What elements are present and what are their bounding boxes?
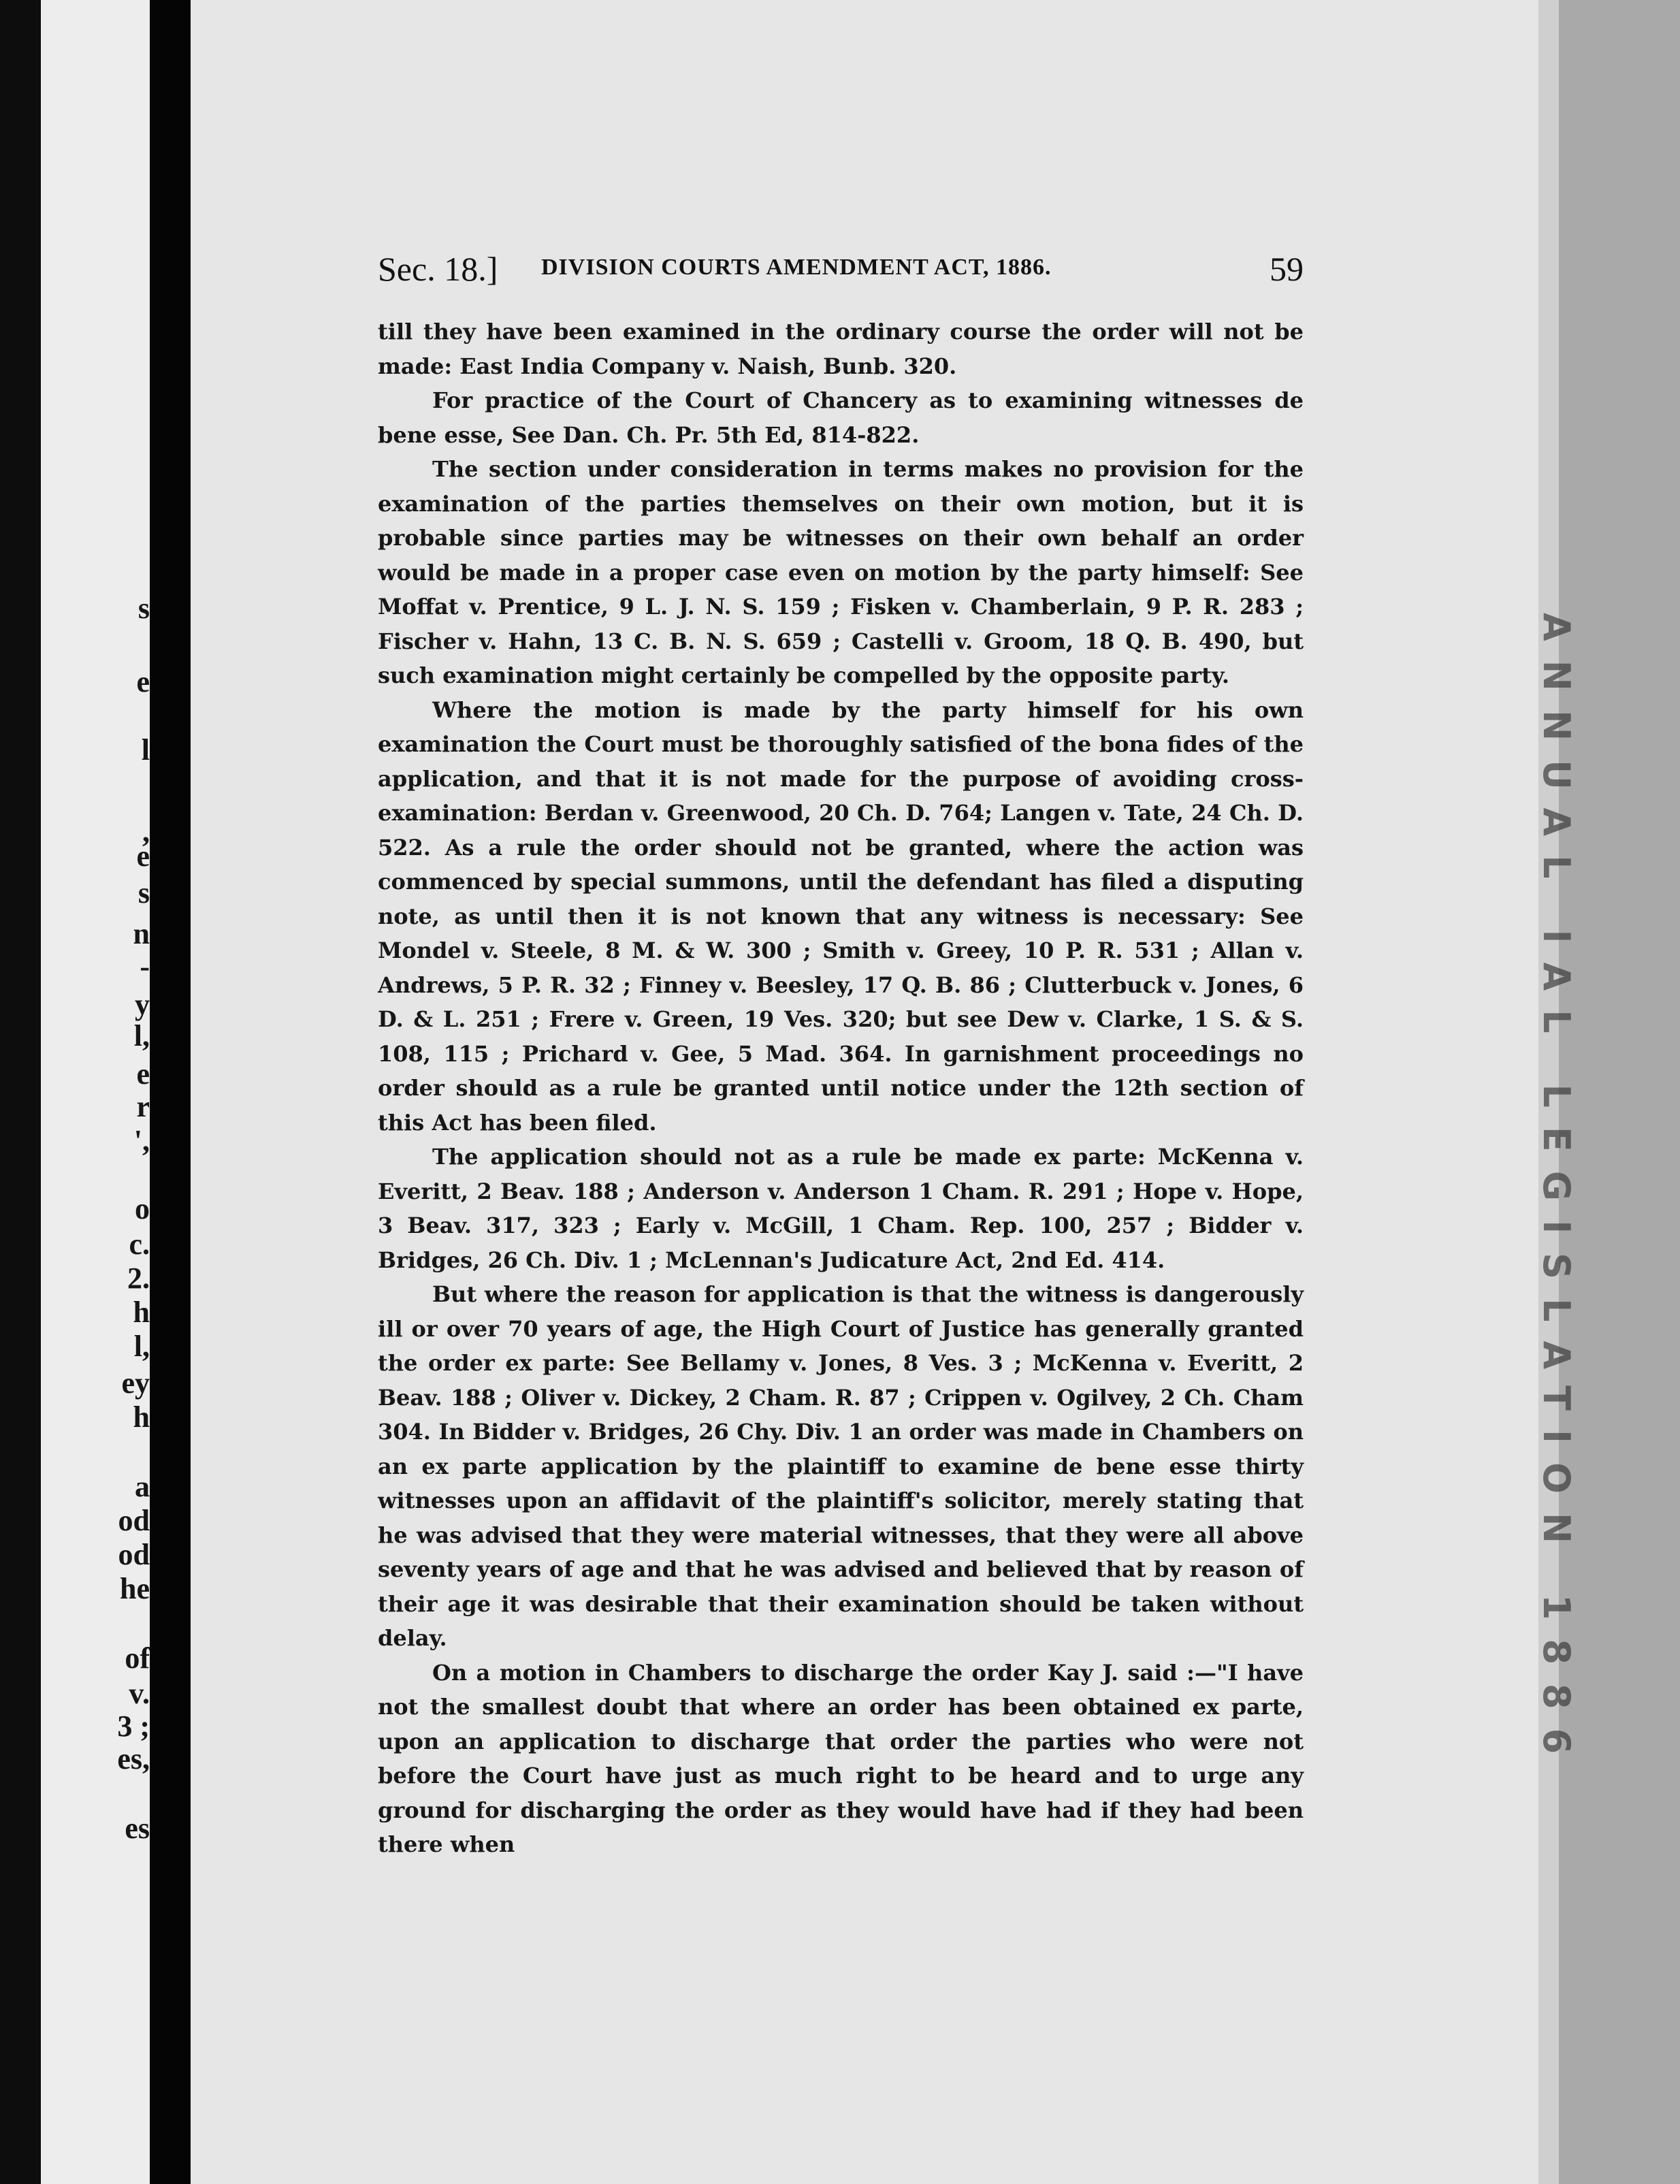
facing-fragment: s: [138, 876, 150, 910]
facing-fragment: l,: [133, 1019, 150, 1053]
facing-fragment: v.: [129, 1677, 150, 1710]
running-head: [378, 249, 1304, 297]
paragraph: till they have been examined in the ordinary course the order will not be made: East India Company v. Naish, Bunb. 320.: [378, 319, 1304, 379]
paragraph: The section under consideration in terms makes no provision for the examination of the parties themselves on their own motion, but it is probable since parties may be witnesses on their own behalf an order would be made in a proper case even on motion by the party himself: See Moffat v. Prentice, 9 L. J. N. S. 159 ; Fisken v. Chamberlain, 9 P. R. 283 ; Fischer v. Hahn, 13 C. B. N. S. 659 ; Castelli v. Groom, 18 Q. B. 490, but such examination might certainly be compelled by the opposite party.: [378, 456, 1304, 688]
paragraph: Where the motion is made by the party himself for his own examination the Court must be thoroughly satisfied of the bona fides of the application, and that it is not made for the purpose of avoiding cross-examination: Berdan v. Greenwood, 20 Ch. D. 764; Langen v. Tate, 24 Ch. D. 522. As a rule the order should not be granted, where the action was commenced by special summons, until the defendant has filed a disputing note, as until then it is not known that any witness is necessary: See Mondel v. Steele, 8 M. & W. 300 ; Smith v. Greey, 10 P. R. 531 ; Allan v. Andrews, 5 P. R. 32 ; Finney v. Beesley, 17 Q. B. 86 ; Clutterbuck v. Jones, 6 D. & L. 251 ; Frere v. Green, 19 Ves. 320; but see Dew v. Clarke, 1 S. & S. 108, 115 ; Prichard v. Gee, 5 Mad. 364. In garnishment proceedings no order should as a rule be granted until notice under the 12th section of this Act has been filed.: [378, 696, 1304, 1136]
facing-fragment: s: [138, 592, 150, 625]
facing-fragment: r: [136, 1090, 150, 1123]
facing-fragment: ey: [121, 1366, 150, 1400]
facing-fragment: 2.: [127, 1262, 150, 1295]
facing-fragment: of: [125, 1641, 150, 1675]
facing-fragment: es: [125, 1812, 150, 1845]
facing-fragment: y: [135, 988, 150, 1021]
facing-fragment: e: [136, 839, 150, 873]
page-body: [378, 315, 1304, 1862]
paragraph: On a motion in Chambers to discharge the order Kay J. said :—"I have not the smallest doubt that where an order has been obtained ex parte, upon an application to discharge that order the parties who were not before the Court have just as much right to be heard and to urge any ground for discharging the order as they would have had if they had been there when: [378, 1659, 1304, 1857]
facing-fragment: ',: [133, 1124, 150, 1157]
facing-fragment: -: [140, 950, 150, 983]
facing-fragment: od: [118, 1504, 150, 1537]
facing-fragment: o: [135, 1192, 150, 1225]
paragraph: For practice of the Court of Chancery as to examining witnesses de bene esse, See Dan. Ch. Pr. 5th Ed, 814-822.: [378, 387, 1304, 448]
left-dark-border: [0, 0, 41, 2184]
facing-fragment: od: [118, 1538, 150, 1571]
spine-title: ANNUAL IAL LEGISLATION 1886: [1535, 613, 1578, 1773]
facing-fragment: ,: [142, 815, 150, 848]
page-number: 59: [1270, 250, 1304, 288]
page-edge-spine-text: [1535, 613, 1585, 1773]
facing-fragment: n: [133, 917, 150, 950]
section-reference: Sec. 18.]: [378, 250, 498, 288]
book-gutter: [150, 0, 191, 2184]
facing-fragment: e: [136, 665, 150, 698]
facing-fragment: l,: [133, 1330, 150, 1363]
paragraph: But where the reason for application is that the witness is dangerously ill or over 70 years of age, the High Court of Justice has generally granted the order ex parte: See Bellamy v. Jones, 8 Ves. 3 ; McKenna v. Everitt, 2 Beav. 188 ; Oliver v. Dickey, 2 Cham. R. 87 ; Crippen v. Ogilvey, 2 Ch. Cham 304. In Bidder v. Bridges, 26 Chy. Div. 1 an order was made in Chambers on an ex parte application by the plaintiff to examine de bene esse thirty witnesses upon an affidavit of the plaintiff's solicitor, merely stating that he was advised that they were material witnesses, that they were all above seventy years of age and that he was advised and believed that by reason of their age it was desirable that their examination should be taken without delay.: [378, 1281, 1304, 1651]
facing-fragment: h: [133, 1296, 150, 1329]
facing-fragment: a: [135, 1470, 150, 1503]
facing-fragment: he: [120, 1572, 150, 1605]
running-title: DIVISION COURTS AMENDMENT ACT, 1886.: [541, 255, 1052, 280]
paragraph: The application should not as a rule be made ex parte: McKenna v. Everitt, 2 Beav. 188 ; Anderson v. Anderson 1 Cham. R. 291 ; Hope v. Hope, 3 Beav. 317, 323 ; Early v. McGill, 1 Cham. Rep. 100, 257 ; Bidder v. Bridges, 26 Ch. Div. 1 ; McLennan's Judicature Act, 2nd Ed. 414.: [378, 1144, 1304, 1273]
facing-fragment: h: [133, 1400, 150, 1434]
facing-fragment: es,: [117, 1742, 150, 1776]
facing-fragment: c.: [129, 1227, 150, 1261]
facing-fragment: 3 ;: [117, 1709, 150, 1743]
facing-fragment: e: [136, 1057, 150, 1091]
facing-fragment: l: [141, 733, 150, 767]
